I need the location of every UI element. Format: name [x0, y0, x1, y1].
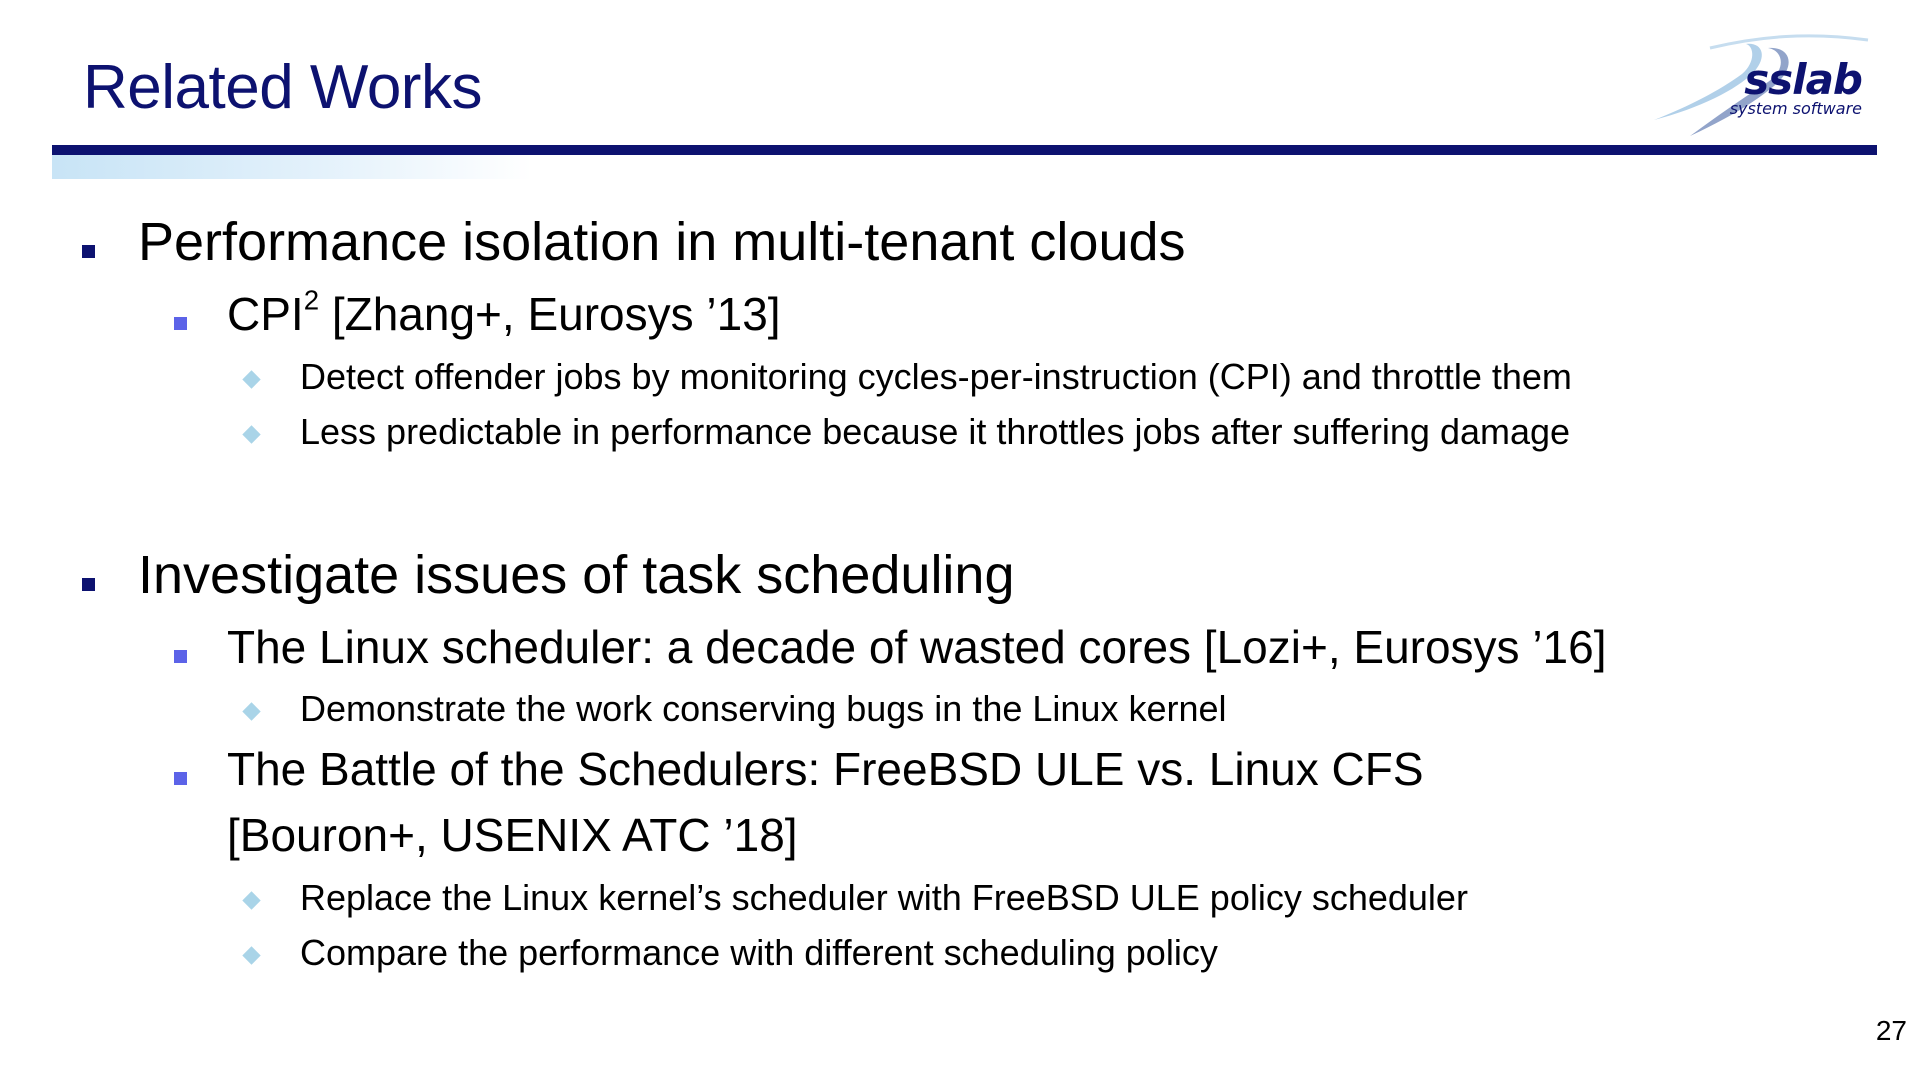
level1-bullet-icon — [82, 245, 95, 258]
logo-text-sub: system software — [1729, 99, 1862, 118]
subitem-label-base: CPI — [227, 288, 304, 340]
detail-item: Compare the performance with different scheduling policy — [300, 932, 1218, 973]
page-number: 27 — [1875, 1015, 1907, 1046]
logo-text-main: sslab — [1744, 55, 1862, 104]
level3-bullet-icon — [242, 425, 260, 443]
level3-bullet-icon — [242, 370, 260, 388]
subitem-label — [227, 284, 781, 344]
detail-item: Demonstrate the work conserving bugs in the Linux kernel — [300, 688, 1227, 729]
subitem-label-superscript: 2 — [303, 284, 320, 316]
subitem-label-line1: The Battle of the Schedulers: FreeBSD ULE vs. Linux CFS — [227, 743, 1424, 795]
detail-item: Less predictable in performance because it throttles jobs after suffering damage — [300, 411, 1571, 452]
level2-bullet-icon — [174, 772, 187, 785]
section-heading: Performance isolation in multi-tenant clouds — [138, 212, 1186, 272]
subitem-label-citation: [Zhang+, Eurosys ’13] — [319, 288, 781, 340]
level3-bullet-icon — [242, 946, 260, 964]
level3-bullet-icon — [242, 891, 260, 909]
detail-item: Detect offender jobs by monitoring cycles-per-instruction (CPI) and throttle them — [300, 356, 1572, 397]
level2-bullet-icon — [174, 317, 187, 330]
level2-bullet-icon — [174, 650, 187, 663]
level3-bullet-icon — [242, 702, 260, 720]
detail-item: Replace the Linux kernel’s scheduler with FreeBSD ULE policy scheduler — [300, 877, 1468, 918]
subitem-label-line2: [Bouron+, USENIX ATC ’18] — [227, 809, 798, 861]
slide-title: Related Works — [83, 53, 482, 122]
section-heading: Investigate issues of task scheduling — [138, 545, 1015, 605]
subitem-label: The Linux scheduler: a decade of wasted cores [Lozi+, Eurosys ’16] — [227, 621, 1607, 673]
level1-bullet-icon — [82, 578, 95, 591]
